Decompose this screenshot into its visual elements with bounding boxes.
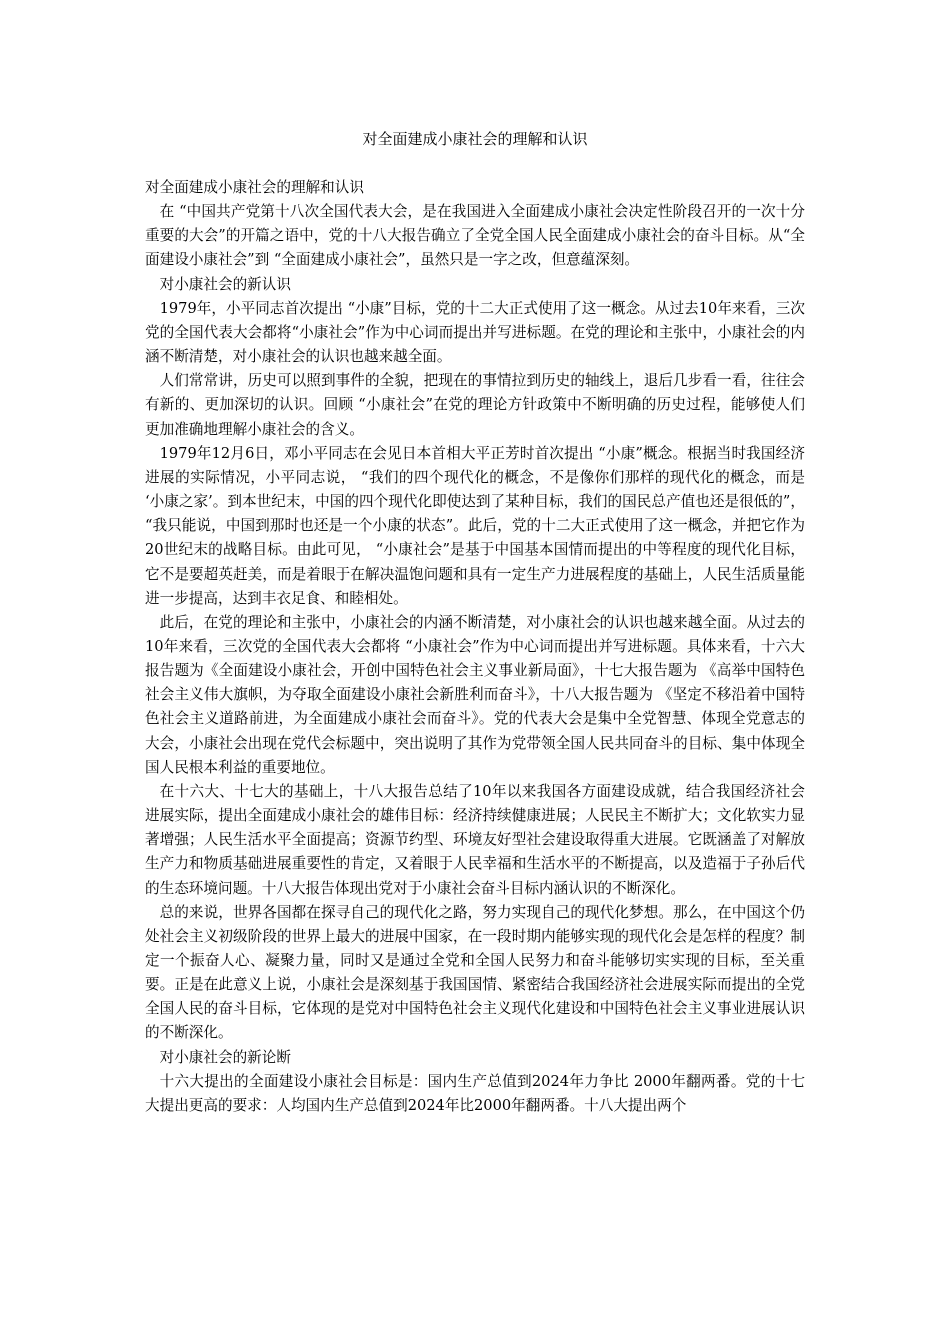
- paragraph: 在 “中国共产党第十八次全国代表大会，是在我国进入全面建成小康社会决定性阶段召开的一次十分重要的大会”的开篇之语中，党的十八大报告确立了全党全国人民全面建成小康社会的奋斗目标。从“全面建设小康社会”到 “全面建成小康社会”，虽然只是一字之改，但意蕴深刻。: [145, 203, 805, 269]
- paragraph: 总的来说，世界各国都在探寻自己的现代化之路，努力实现自己的现代化梦想。那么，在中国这个仍处社会主义初级阶段的世界上最大的进展中国家，在一段时期内能够实现的现代化会是怎样的程度？制定一个振奋人心、凝聚力量，同时又是通过全党和全国人民努力和奋斗能够切实实现的目标，至关重要。正是在此意义上说，小康社会是深刻基于我国国情、紧密结合我国经济社会进展实际而提出的全党全国人民的奋斗目标，它体现的是党对中国特色社会主义现代化建设和中国特色社会主义事业进展认识的不断深化。: [145, 903, 805, 1042]
- paragraph: 人们常常讲，历史可以照到事件的全貌，把现在的事情拉到历史的轴线上，退后几步看一看，往往会有新的、更加深切的认识。回顾 “小康社会”在党的理论方针政策中不断明确的历史过程，能够使人们更加准确地理解小康社会的含义。: [145, 372, 805, 438]
- paragraph: 此后，在党的理论和主张中，小康社会的内涵不断清楚，对小康社会的认识也越来越全面。从过去的 10年来看，三次党的全国代表大会都将 “小康社会”作为中心词而提出并写进标题。具体来看，十六大报告题为《全面建设小康社会，开创中国特色社会主义事业新局面》，十七大报告题为 《高举中国特色社会主义伟大旗帜，为夺取全面建设小康社会新胜利而奋斗》，十八大报告题为 《坚定不移沿着中国特色社会主义道路前进，为全面建成小康社会而奋斗》。党的代表大会是集中全党智慧、体现全党意志的大会，小康社会出现在党代会标题中，突出说明了其作为党带领全国人民共同奋斗的目标、集中体现全国人民根本利益的重要地位。: [145, 613, 805, 776]
- section-heading: 对小康社会的新认识: [159, 275, 291, 293]
- paragraph: 1979年12月6日，邓小平同志在会见日本首相大平正芳时首次提出 “小康”概念。根据当时我国经济进展的实际情况，小平同志说， “我们的四个现代化的概念，不是像你们那样的现代化的概念，而是 ‘小康之家’。到本世纪末，中国的四个现代化即使达到了某种目标，我们的国民总产值也还是很低的”， “我只能说，中国到那时也还是一个小康的状态”。此后，党的十二大正式使用了这一概念，并把它作为20世纪末的战略目标。由此可见， “小康社会”是基于中国基本国情而提出的中等程度的现代化目标，它不是要超英赶美，而是着眼于在解决温饱问题和具有一定生产力进展程度的基础上，人民生活质量能进一步提高，达到丰衣足食、和睦相处。: [145, 444, 805, 607]
- paragraph: 在十六大、十七大的基础上，十八大报告总结了10年以来我国各方面建设成就，结合我国经济社会进展实际，提出全面建成小康社会的雄伟目标：经济持续健康进展；人民民主不断扩大；文化软实力显著增强；人民生活水平全面提高；资源节约型、环境友好型社会建设取得重大进展。它既涵盖了对解放生产力和物质基础进展重要性的肯定，又着眼于人民幸福和生活水平的不断提高，以及造福于子孙后代的生态环境问题。十八大报告体现出党对于小康社会奋斗目标内涵认识的不断深化。: [145, 782, 805, 897]
- document-body: [145, 176, 805, 1118]
- document-title: 对全面建成小康社会的理解和认识: [362, 130, 588, 148]
- paragraph: 1979年，小平同志首次提出 “小康”目标，党的十二大正式使用了这一概念。从过去10年来看，三次党的全国代表大会都将“小康社会”作为中心词而提出并写进标题。在党的理论和主张中，小康社会的内涵不断清楚，对小康社会的认识也越来越全面。: [145, 299, 805, 366]
- paragraph: 十六大提出的全面建设小康社会目标是：国内生产总值到2024年力争比 2000年翻两番。党的十七大提出更高的要求：人均国内生产总值到2024年比2000年翻两番。十八大提出两个: [145, 1072, 805, 1114]
- paragraph-subtitle: 对全面建成小康社会的理解和认识: [145, 179, 364, 196]
- section-heading: 对小康社会的新论断: [159, 1048, 291, 1066]
